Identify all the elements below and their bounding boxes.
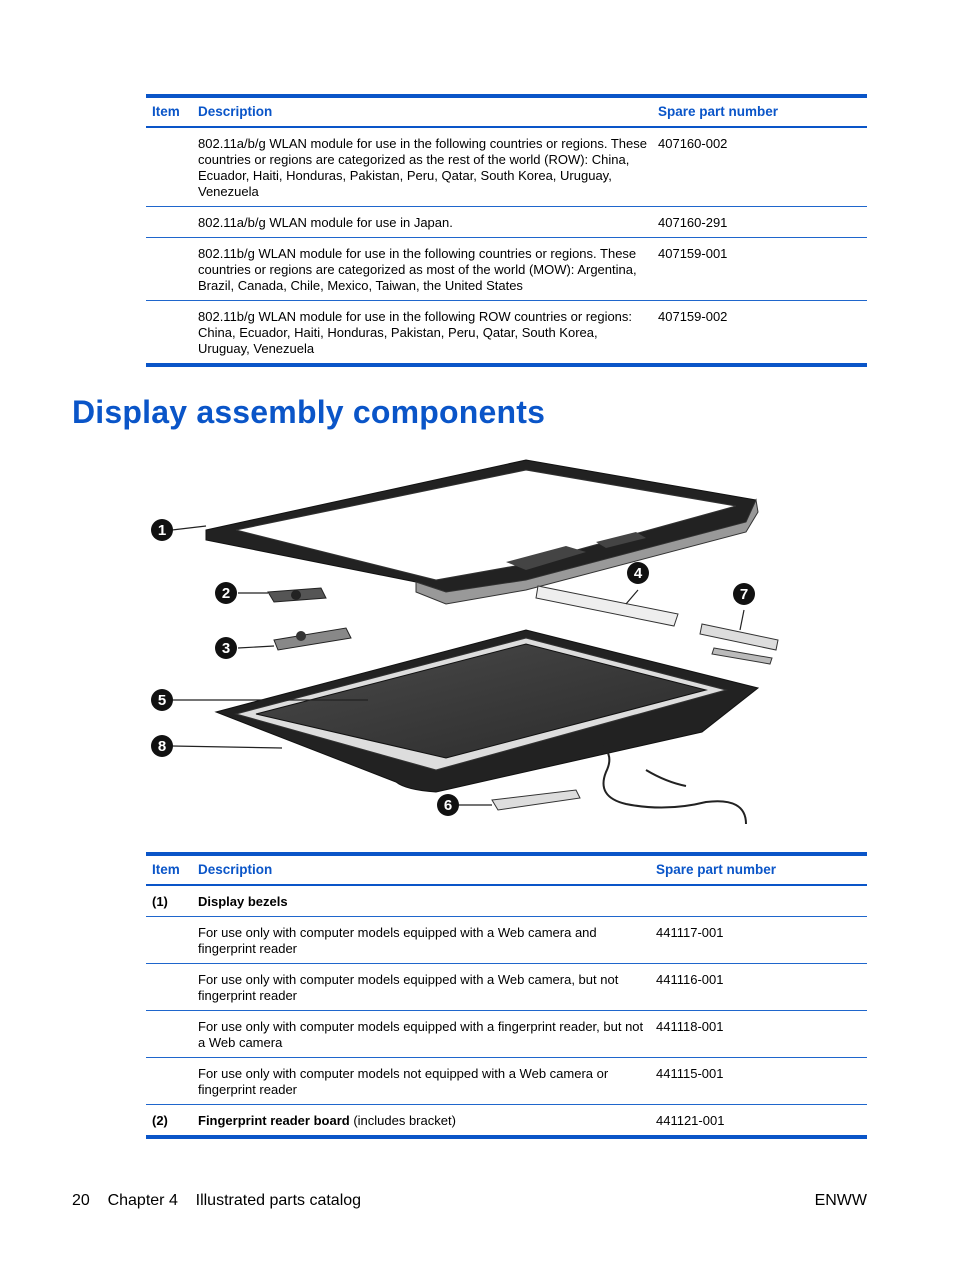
svg-text:2: 2 [221, 585, 231, 602]
svg-text:6: 6 [443, 797, 453, 814]
display-parts-table [146, 852, 867, 1139]
board-7-drawing [700, 624, 778, 664]
callout-8 [151, 735, 173, 757]
row-part-number: 407159-001 [658, 246, 728, 261]
row-item [146, 246, 198, 294]
row-description: 802.11a/b/g WLAN module for use in the following countries or regions. These countries or regions are categorized as the rest of the world (ROW): China, Ecuador, Haiti, Honduras, Pakistan, Peru, Qatar, South Korea, Uruguay, Venezuela [198, 136, 647, 199]
table-row [146, 964, 867, 1011]
table-header [146, 856, 867, 886]
bracket-drawing [536, 586, 678, 626]
table-row [146, 886, 867, 917]
table-bottom-rule [146, 363, 867, 367]
row-title: Display bezels [198, 894, 288, 909]
svg-text:8: 8 [157, 738, 167, 755]
table-row [146, 238, 867, 301]
row-item [146, 215, 198, 231]
row-item [146, 136, 198, 200]
page-footer-right: ENWW [814, 1192, 867, 1209]
svg-text:3: 3 [221, 640, 231, 657]
table-row [146, 1105, 867, 1135]
table-row [146, 207, 867, 238]
row-description: For use only with computer models equipped with a fingerprint reader, but not a Web camera [198, 1019, 644, 1050]
row-suffix: (includes bracket) [349, 1113, 456, 1128]
row-part-number: 441115-001 [656, 1066, 724, 1081]
row-item [146, 1019, 198, 1051]
page-footer-left [72, 1192, 361, 1210]
board-6-drawing [492, 790, 580, 810]
chapter-title: Illustrated parts catalog [195, 1192, 362, 1209]
section-title: Display assembly components [72, 394, 546, 430]
row-part-number: 407160-002 [658, 136, 728, 151]
svg-text:7: 7 [739, 586, 749, 603]
row-item: (2) [152, 1113, 168, 1128]
row-description: 802.11a/b/g WLAN module for use in Japan. [198, 215, 453, 230]
row-part-number: 407159-002 [658, 309, 728, 324]
callout-1 [151, 519, 173, 541]
display-enclosure-drawing [216, 630, 758, 792]
svg-text:5: 5 [157, 692, 167, 709]
row-item [146, 1066, 198, 1098]
table-row [146, 1011, 867, 1058]
row-item [146, 972, 198, 1004]
row-part-number: 441116-001 [656, 972, 724, 987]
callout-2 [215, 582, 237, 604]
table-row [146, 301, 867, 363]
callout-3 [215, 637, 237, 659]
header-description: Description [198, 862, 273, 877]
callout-5 [151, 689, 173, 711]
header-part-number: Spare part number [656, 862, 777, 877]
row-part-number [656, 894, 867, 910]
callout-6 [437, 794, 459, 816]
table-header [146, 98, 867, 128]
display-assembly-illustration [146, 452, 786, 832]
row-description [198, 1113, 656, 1129]
row-part-number: 441118-001 [656, 1019, 724, 1034]
table-bottom-rule [146, 1135, 867, 1139]
display-bezel-drawing [206, 460, 758, 604]
row-part-number: 441117-001 [656, 925, 724, 940]
callout-7 [733, 583, 755, 605]
row-description: For use only with computer models not equipped with a Web camera or fingerprint reader [198, 1066, 609, 1097]
row-description: For use only with computer models equipped with a Web camera, but not fingerprint reader [198, 972, 619, 1003]
table-row [146, 128, 867, 207]
svg-text:1: 1 [157, 522, 167, 539]
wlan-parts-table [146, 94, 867, 367]
row-item [146, 925, 198, 957]
callout-4 [627, 562, 649, 584]
header-item: Item [152, 104, 180, 119]
row-part-number: 441121-001 [656, 1113, 725, 1128]
header-part-number: Spare part number [658, 104, 779, 119]
table-row [146, 1058, 867, 1105]
header-item: Item [152, 862, 180, 877]
row-description: 802.11b/g WLAN module for use in the following ROW countries or regions: China, Ecuador, Haiti, Honduras, Pakistan, Peru, Qatar, South Korea, Uruguay, Venezuela [198, 309, 633, 356]
table-row [146, 917, 867, 964]
svg-text:4: 4 [633, 565, 643, 582]
cable-drawing [596, 742, 746, 824]
header-description: Description [198, 104, 273, 119]
webcam-board-drawing [268, 588, 326, 602]
row-description: 802.11b/g WLAN module for use in the following countries or regions. These countries or regions are categorized as most of the world (MOW): Argentina, Brazil, Canada, Chile, Mexico, Taiwan, the United States [198, 246, 637, 293]
row-item [146, 309, 198, 357]
row-title: Fingerprint reader board [198, 1113, 350, 1128]
webcam-module-drawing [274, 628, 351, 650]
chapter-label: Chapter 4 [107, 1192, 178, 1209]
row-item: (1) [152, 894, 168, 909]
page-number: 20 [72, 1192, 90, 1209]
row-description: For use only with computer models equipped with a Web camera and fingerprint reader [198, 925, 597, 956]
row-part-number: 407160-291 [658, 215, 728, 230]
